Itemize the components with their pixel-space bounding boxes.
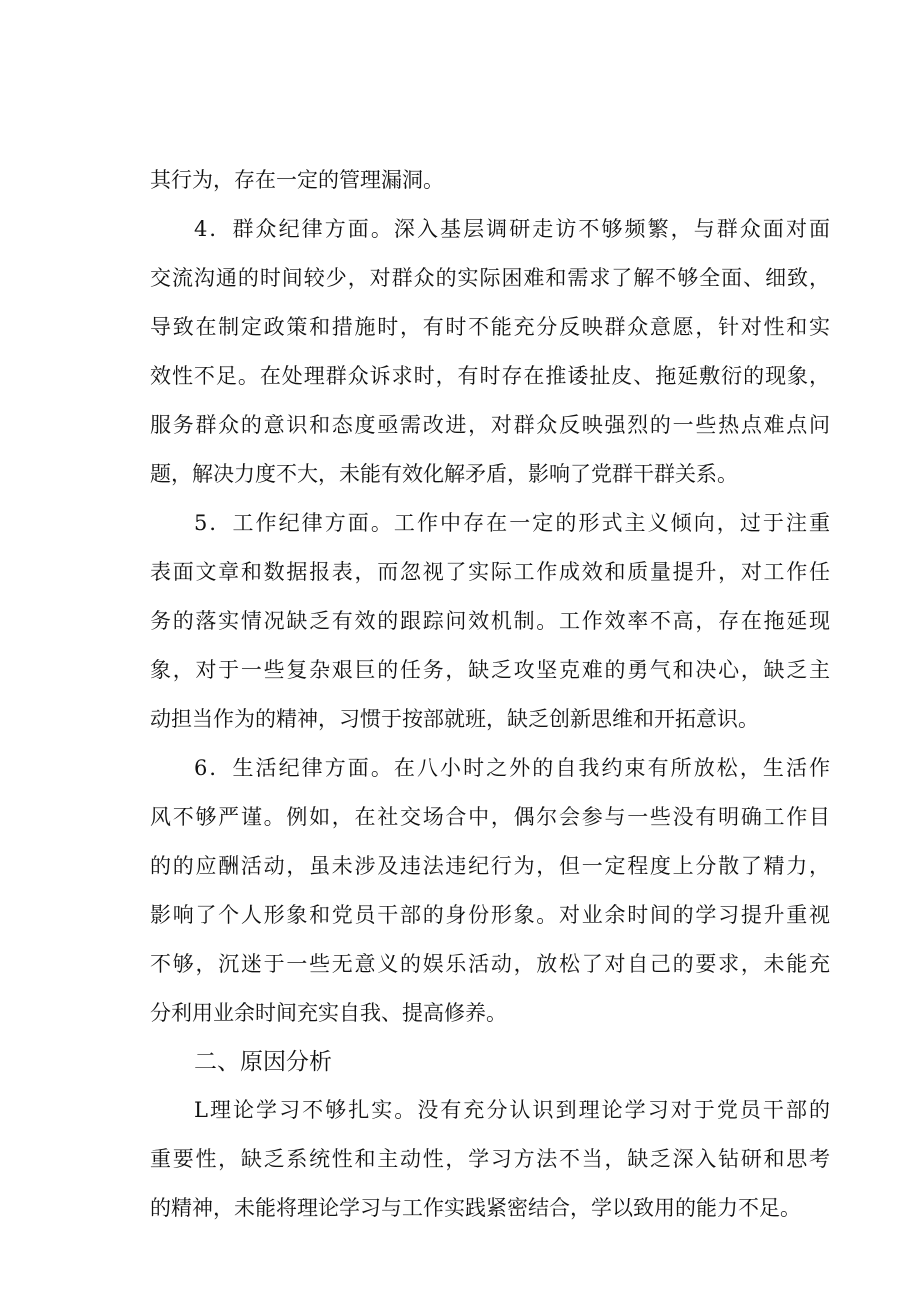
text-line: 效性不足。在处理群众诉求时，有时存在推诿扯皮、拖延敷衍的现象， xyxy=(150,364,830,388)
text-line: 分利用业余时间充实自我、提高修养。 xyxy=(150,1001,507,1025)
text-line: 的的应酬活动，虽未涉及违法违纪行为，但一定程度上分散了精力， xyxy=(150,854,830,878)
text-line: L理论学习不够扎实。没有充分认识到理论学习对于党员干部的 xyxy=(194,1098,830,1122)
text-line: 4．群众纪律方面。深入基层调研走访不够频繁，与群众面对面 xyxy=(194,217,830,241)
text-line: 风不够严谨。例如，在社交场合中，偶尔会参与一些没有明确工作目 xyxy=(150,805,830,829)
paragraph-work-discipline xyxy=(150,499,830,744)
text-line: 题，解决力度不大，未能有效化解矛盾，影响了党群干群关系。 xyxy=(150,462,738,486)
text-line: 的精神，未能将理论学习与工作实践紧密结合，学以致用的能力不足。 xyxy=(150,1196,801,1220)
text-line: 务的落实情况缺乏有效的跟踪问效机制。工作效率不高，存在拖延现 xyxy=(150,609,830,633)
text-line: 其行为，存在一定的管理漏洞。 xyxy=(150,168,444,192)
section-heading: 二、原因分析 xyxy=(194,1049,332,1075)
text-line: 导致在制定政策和措施时，有时不能充分反映群众意愿，针对性和实 xyxy=(150,315,830,339)
document-page xyxy=(150,156,830,1233)
text-line: 表面文章和数据报表，而忽视了实际工作成效和质量提升，对工作任 xyxy=(150,560,830,584)
text-line: 5．工作纪律方面。工作中存在一定的形式主义倾向，过于注重 xyxy=(194,511,830,535)
text-line: 交流沟通的时间较少，对群众的实际困难和需求了解不够全面、细致， xyxy=(150,266,830,290)
text-line: 6．生活纪律方面。在八小时之外的自我约束有所放松，生活作 xyxy=(194,756,830,780)
text-line: 象，对于一些复杂艰巨的任务，缺乏攻坚克难的勇气和决心，缺乏主 xyxy=(150,658,830,682)
paragraph-theory-study xyxy=(150,1086,830,1233)
paragraph-life-discipline xyxy=(150,744,830,1038)
text-line: 不够，沉迷于一些无意义的娱乐活动，放松了对自己的要求，未能充 xyxy=(150,952,830,976)
paragraph-continuation xyxy=(150,156,830,205)
text-line: 服务群众的意识和态度亟需改进，对群众反映强烈的一些热点难点问 xyxy=(150,413,830,437)
text-line: 影响了个人形象和党员干部的身份形象。对业余时间的学习提升重视 xyxy=(150,903,830,927)
paragraph-mass-discipline xyxy=(150,205,830,499)
text-line: 动担当作为的精神，习惯于按部就班，缺乏创新思维和开拓意识。 xyxy=(150,707,759,731)
text-line: 重要性，缺乏系统性和主动性，学习方法不当，缺乏深入钻研和思考 xyxy=(150,1147,830,1171)
